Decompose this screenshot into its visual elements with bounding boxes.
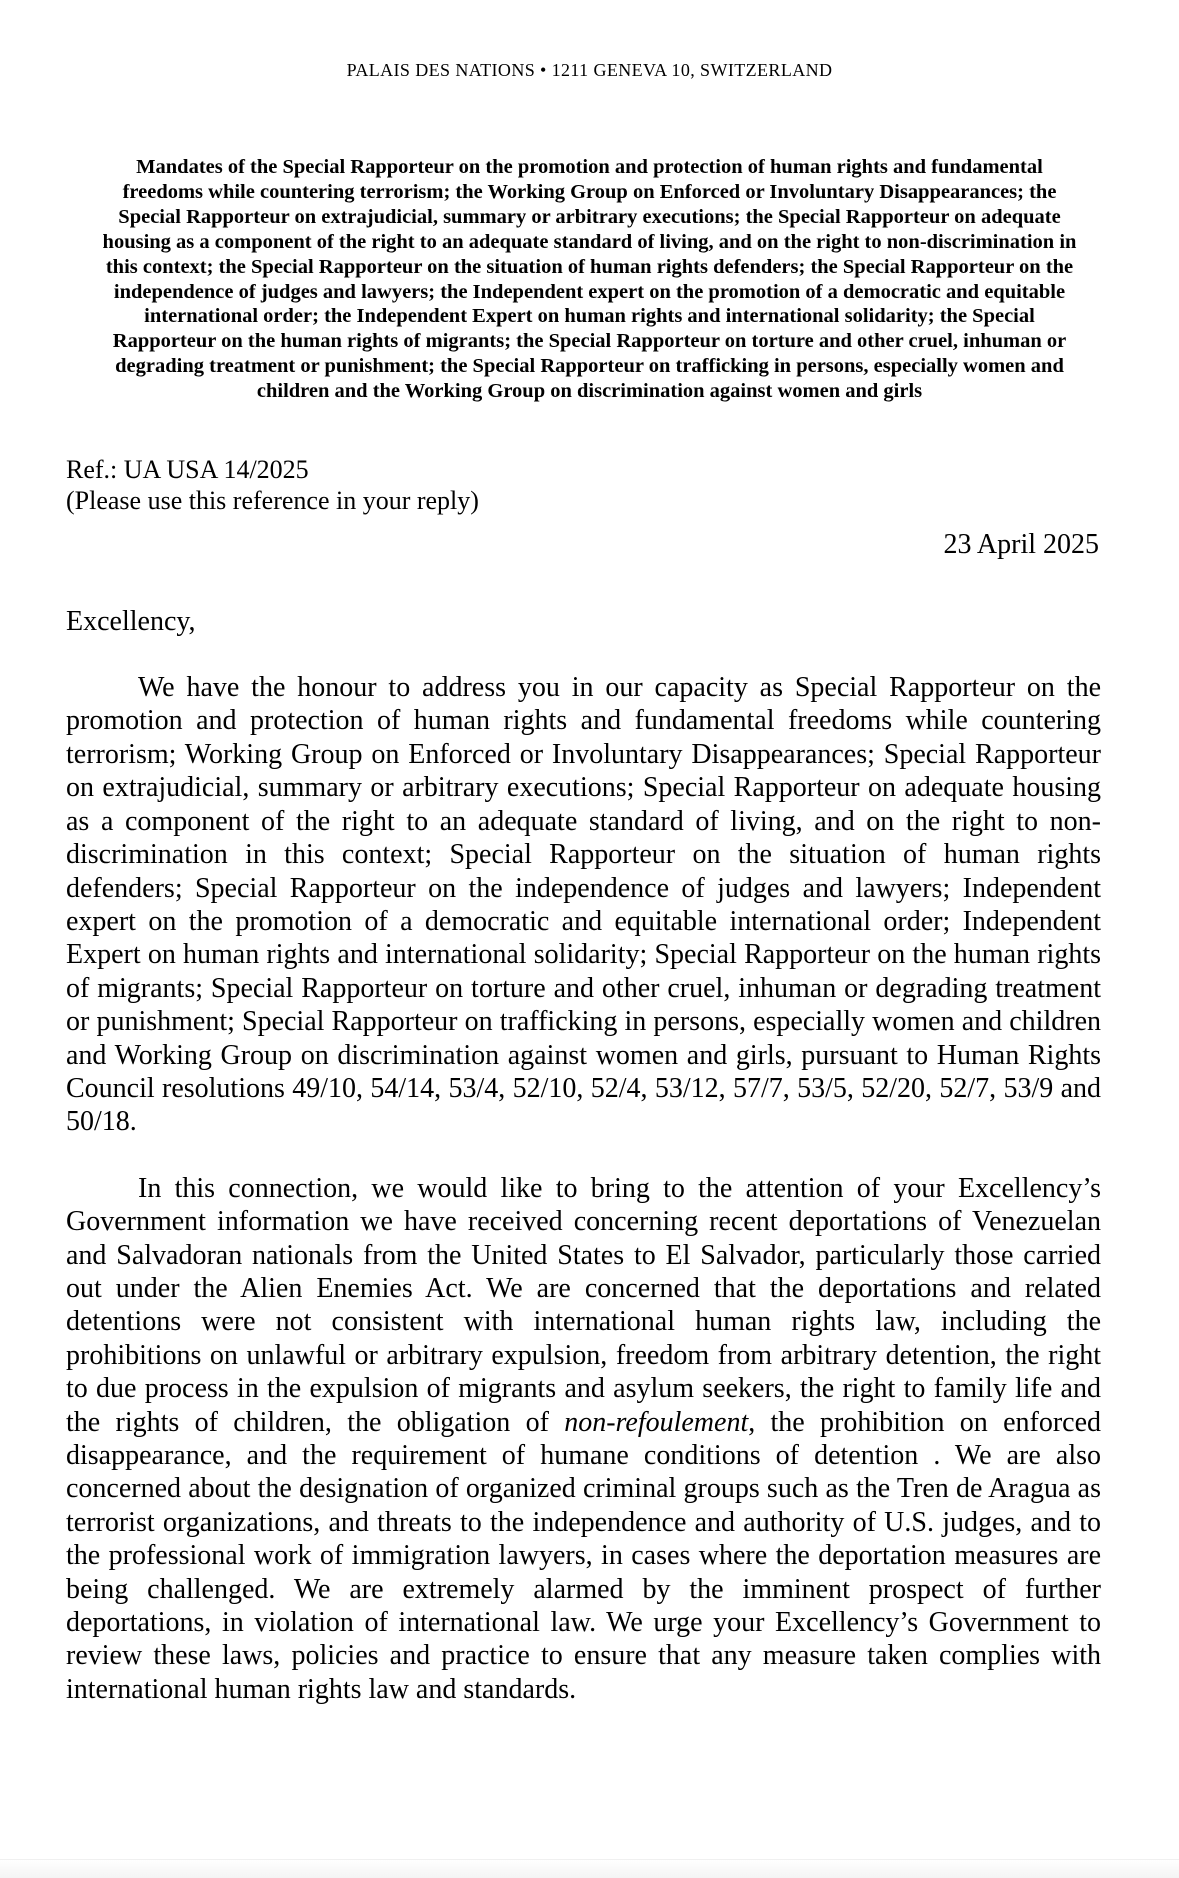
paragraph-allegations	[66, 1172, 1101, 1707]
italic-term-non-refoulement: non-refoulement	[564, 1406, 749, 1438]
letter-date: 23 April 2025	[943, 529, 1099, 561]
salutation: Excellency,	[66, 606, 196, 638]
reference-block	[66, 454, 1104, 516]
page-bottom-shade	[0, 1859, 1179, 1878]
paragraph-allegations-before: In this connection, we would like to bring to the attention of your Excellency’s Government information we have received concerning recent deportations of Venezuelan and Salvadoran nationals from the United States to El Salvador, particularly those carried out under the Alien Enemies Act. We are concerned that the deportations and related detentions were not consistent with international human rights law, including the prohibitions on unlawful or arbitrary expulsion, freedom from arbitrary detention, the right to due process in the expulsion of migrants and asylum seekers, the right to family life and the rights of children, the obligation of	[66, 1172, 1101, 1438]
paragraph-capacity: We have the honour to address you in our capacity as Special Rapporteur on the promotion and protection of human rights and fundamental freedoms while countering terrorism; Working Group on Enforced or Involuntary Disappearances; Special Rapporteur on extrajudicial, summary or arbitrary executions; Special Rapporteur on adequate housing as a component of the right to an adequate standard of living, and on the right to non-discrimination in this context; Special Rapporteur on the situation of human rights defenders; Special Rapporteur on the independence of judges and lawyers; Independent expert on the promotion of a democratic and equitable international order; Independent Expert on human rights and international solidarity; Special Rapporteur on the human rights of migrants; Special Rapporteur on torture and other cruel, inhuman or degrading treatment or punishment; Special Rapporteur on trafficking in persons, especially women and children and Working Group on discrimination against women and girls, pursuant to Human Rights Council resolutions 49/10, 54/14, 53/4, 52/10, 52/4, 53/12, 57/7, 53/5, 52/20, 52/7, 53/9 and 50/18.	[66, 672, 1101, 1138]
reference-line: Ref.: UA USA 14/2025	[66, 455, 309, 485]
paragraph-allegations-after: , the prohibition on enforced disappearance, and the requirement of humane conditions of detention . We are also concerned about the designation of organized criminal groups such as the Tren de Aragua as terrorist organizations, and threats to the independence and authority of U.S. judges, and to the professional work of immigration lawyers, in cases where the deportation measures are being challenged. We are extremely alarmed by the imminent prospect of further deportations, in violation of international law. We urge your Excellency’s Government to review these laws, policies and practice to ensure that any measure taken complies with international human rights law and standards.	[66, 1406, 1101, 1705]
reference-note: (Please use this reference in your reply)	[66, 486, 479, 516]
letterhead-address: PALAIS DES NATIONS • 1211 GENEVA 10, SWITZERLAND	[346, 60, 833, 80]
mandates-paragraph: Mandates of the Special Rapporteur on the promotion and protection of human rights and fundamental freedoms while countering terrorism; the Working Group on Enforced or Involuntary Disappearances; the Special Rapporteur on extrajudicial, summary or arbitrary executions; the Special Rapporteur on adequate housing as a component of the right to an adequate standard of living, and on the right to non-discrimination in this context; the Special Rapporteur on the situation of human rights defenders; the Special Rapporteur on the independence of judges and lawyers; the Independent expert on the promotion of a democratic and equitable international order; the Independent Expert on human rights and international solidarity; the Special Rapporteur on the human rights of migrants; the Special Rapporteur on torture and other cruel, inhuman or degrading treatment or punishment; the Special Rapporteur on trafficking in persons, especially women and children and the Working Group on discrimination against women and girls	[102, 156, 1077, 403]
